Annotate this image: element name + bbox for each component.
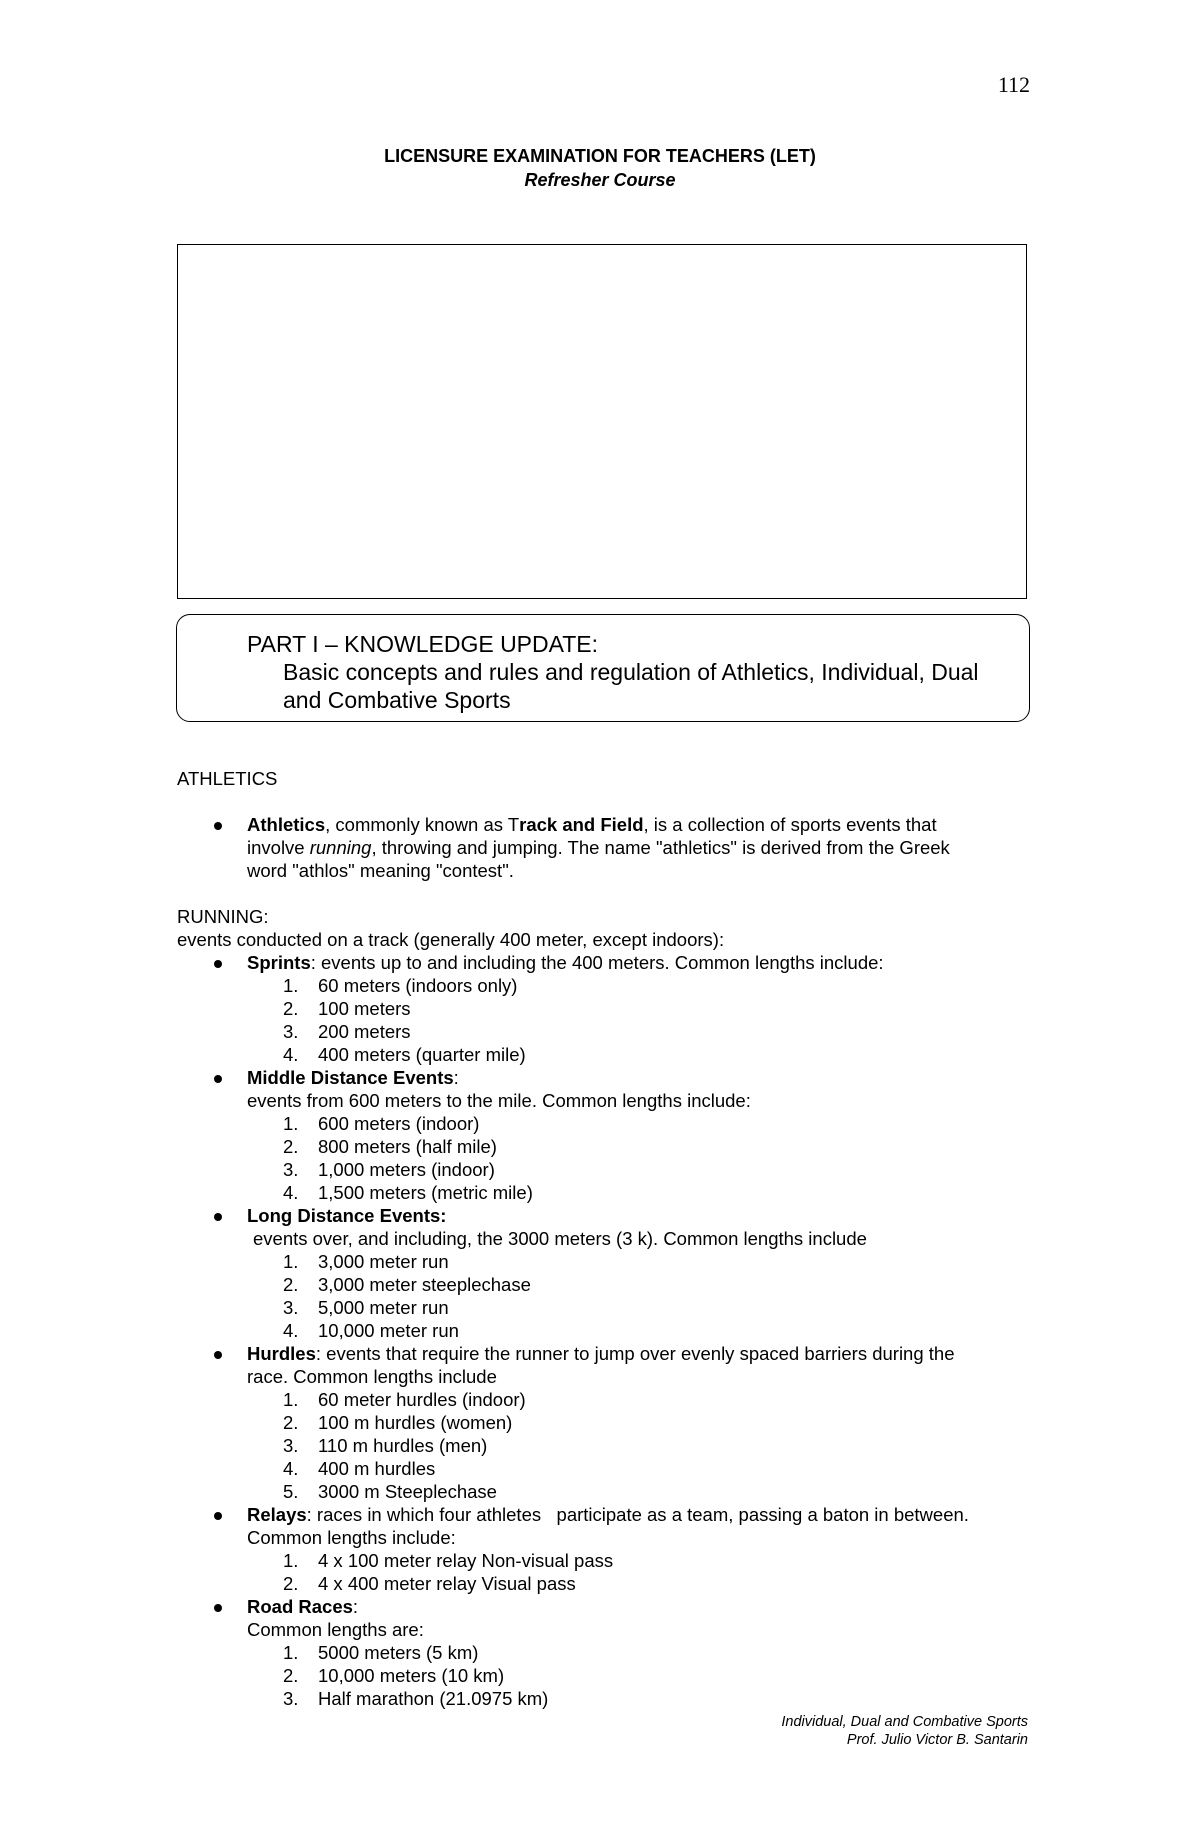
bullet-icon xyxy=(214,1213,222,1221)
list-number: 4. xyxy=(283,1044,299,1065)
list-item: 110 m hurdles (men) xyxy=(318,1435,488,1456)
text-italic: running xyxy=(309,837,372,858)
term-sprints: Sprints xyxy=(247,952,311,973)
list-number: 3. xyxy=(283,1435,299,1456)
running-intro: events conducted on a track (generally 400 meter, except indoors): xyxy=(177,929,725,950)
long-distance-line xyxy=(247,1205,446,1227)
header-title: LICENSURE EXAMINATION FOR TEACHERS (LET) xyxy=(384,146,816,166)
term-road-races: Road Races xyxy=(247,1596,353,1617)
list-item: 3,000 meter steeplechase xyxy=(318,1274,531,1295)
text: : events up to and including the 400 meters. Common lengths include: xyxy=(310,952,884,973)
list-number: 4. xyxy=(283,1320,299,1341)
list-item: 800 meters (half mile) xyxy=(318,1136,497,1157)
road-races-line xyxy=(247,1596,358,1618)
list-number: 1. xyxy=(283,1389,299,1410)
running-heading: RUNNING: xyxy=(177,906,269,927)
list-item: 100 m hurdles (women) xyxy=(318,1412,513,1433)
list-number: 5. xyxy=(283,1481,299,1502)
list-number: 1. xyxy=(283,1113,299,1134)
relays-desc2: Common lengths include: xyxy=(247,1527,456,1548)
list-item: 4 x 400 meter relay Visual pass xyxy=(318,1573,576,1594)
bullet-icon xyxy=(214,1604,222,1612)
image-placeholder-box xyxy=(177,244,1027,599)
list-number: 1. xyxy=(283,1550,299,1571)
list-item: 60 meter hurdles (indoor) xyxy=(318,1389,526,1410)
list-number: 4. xyxy=(283,1182,299,1203)
list-item: 100 meters xyxy=(318,998,411,1019)
bullet-icon xyxy=(214,1512,222,1520)
list-item: 10,000 meters (10 km) xyxy=(318,1665,505,1686)
athletics-definition-line2 xyxy=(247,837,950,859)
text: : xyxy=(453,1067,459,1088)
list-number: 2. xyxy=(283,998,299,1019)
list-number: 3. xyxy=(283,1688,299,1709)
sprints-line xyxy=(247,952,884,974)
long-distance-desc: events over, and including, the 3000 meters (3 k). Common lengths include xyxy=(253,1228,867,1249)
relays-line xyxy=(247,1504,969,1526)
hurdles-line xyxy=(247,1343,955,1365)
middle-distance-line xyxy=(247,1067,459,1089)
text: , commonly known as T xyxy=(325,814,520,835)
header-subtitle: Refresher Course xyxy=(524,170,676,190)
part-subtitle: Basic concepts and rules and regulation of Athletics, Individual, Dual and Combative Sports xyxy=(283,659,979,713)
list-number: 4. xyxy=(283,1458,299,1479)
text: , is a collection of sports events that xyxy=(643,814,937,835)
list-item: 400 meters (quarter mile) xyxy=(318,1044,526,1065)
athletics-definition-line3: word "athlos" meaning "contest". xyxy=(247,860,514,881)
road-races-desc: Common lengths are: xyxy=(247,1619,424,1640)
text: , throwing and jumping. The name "athletics" is derived from the Greek xyxy=(371,837,950,858)
list-number: 3. xyxy=(283,1021,299,1042)
term-track-and-field: rack and Field xyxy=(519,814,644,835)
term-long-distance: Long Distance Events: xyxy=(247,1205,447,1226)
text: : events that require the runner to jump over evenly spaced barriers during the xyxy=(315,1343,955,1364)
bullet-icon xyxy=(214,1075,222,1083)
footer-author: Prof. Julio Victor B. Santarin xyxy=(846,1732,1028,1748)
list-item: 200 meters xyxy=(318,1021,411,1042)
list-item: 600 meters (indoor) xyxy=(318,1113,480,1134)
athletics-definition-line1 xyxy=(247,814,937,836)
term-relays: Relays xyxy=(247,1504,307,1525)
text: : races in which four athletes participate as a team, passing a baton in between. xyxy=(306,1504,969,1525)
list-item: 60 meters (indoors only) xyxy=(318,975,518,996)
list-number: 2. xyxy=(283,1136,299,1157)
text: : xyxy=(352,1596,359,1617)
bullet-icon xyxy=(214,822,222,830)
list-item: 5,000 meter run xyxy=(318,1297,449,1318)
list-number: 1. xyxy=(283,975,299,996)
term-hurdles: Hurdles xyxy=(247,1343,316,1364)
term-athletics: Athletics xyxy=(247,814,326,835)
document-header xyxy=(0,144,1200,192)
bullet-icon xyxy=(214,1351,222,1359)
list-item: 3000 m Steeplechase xyxy=(318,1481,497,1502)
list-number: 2. xyxy=(283,1573,299,1594)
footer-course: Individual, Dual and Combative Sports xyxy=(781,1714,1028,1730)
list-number: 1. xyxy=(283,1642,299,1663)
athletics-heading: ATHLETICS xyxy=(177,768,278,789)
list-item: 400 m hurdles xyxy=(318,1458,436,1479)
list-item: 4 x 100 meter relay Non-visual pass xyxy=(318,1550,614,1571)
list-item: 1,000 meters (indoor) xyxy=(318,1159,495,1180)
list-item: 10,000 meter run xyxy=(318,1320,459,1341)
middle-distance-desc: events from 600 meters to the mile. Common lengths include: xyxy=(247,1090,751,1111)
part-title: PART I – KNOWLEDGE UPDATE: xyxy=(247,631,599,657)
hurdles-desc2: race. Common lengths include xyxy=(247,1366,497,1387)
text: involve xyxy=(247,837,310,858)
list-item: Half marathon (21.0975 km) xyxy=(318,1688,549,1709)
term-middle-distance: Middle Distance Events xyxy=(247,1067,454,1088)
list-item: 5000 meters (5 km) xyxy=(318,1642,479,1663)
list-item: 1,500 meters (metric mile) xyxy=(318,1182,533,1203)
list-number: 2. xyxy=(283,1274,299,1295)
bullet-icon xyxy=(214,960,222,968)
list-number: 3. xyxy=(283,1159,299,1180)
list-number: 2. xyxy=(283,1412,299,1433)
list-item: 3,000 meter run xyxy=(318,1251,449,1272)
list-number: 2. xyxy=(283,1665,299,1686)
list-number: 3. xyxy=(283,1297,299,1318)
list-number: 1. xyxy=(283,1251,299,1272)
page-number: 112 xyxy=(997,72,1030,97)
